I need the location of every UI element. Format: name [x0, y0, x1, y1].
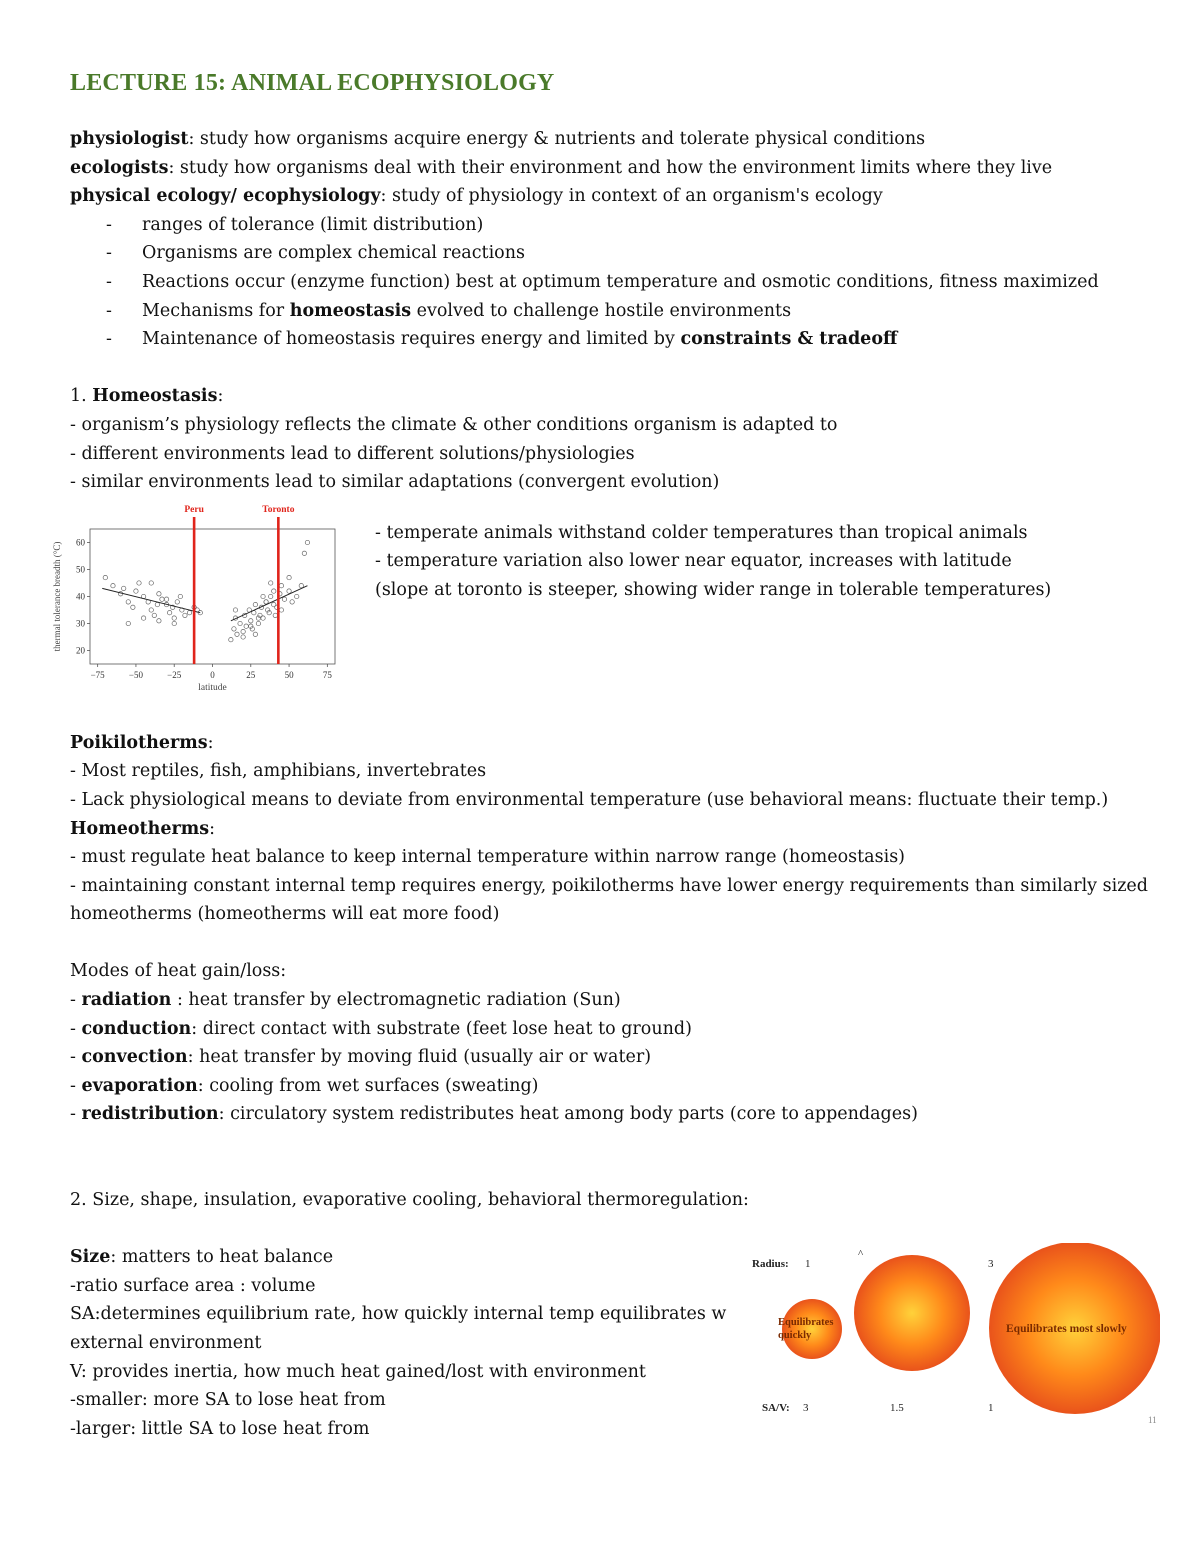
plot-frame	[90, 529, 335, 664]
list-item: - ranges of tolerance (limit distribution)	[106, 214, 484, 235]
data-point	[253, 632, 257, 636]
poikilotherms-line: - Lack physiological means to deviate from environmental temperature (use behavioral means: fluctuate their temp.)	[70, 789, 1109, 810]
list-item: - Mechanisms for homeostasis evolved to challenge hostile environments	[106, 300, 792, 321]
mode-radiation: - radiation : heat transfer by electromagnetic radiation (Sun)	[70, 990, 621, 1011]
radius-value: 3	[988, 1258, 994, 1271]
list-item: - Organisms are complex chemical reactions	[106, 243, 525, 264]
data-point	[287, 589, 291, 593]
data-point	[229, 637, 233, 641]
data-point	[238, 621, 242, 625]
data-point	[273, 613, 277, 617]
radius-label: Radius:	[752, 1258, 789, 1271]
section-2-heading: 2. Size, shape, insulation, evaporative cooling, behavioral thermoregulation:	[70, 1190, 749, 1211]
data-point	[155, 602, 159, 606]
chart-note: - temperate animals withstand colder temperatures than tropical animals	[375, 522, 1028, 543]
sav-label: SA/V:	[762, 1402, 790, 1415]
marker-label: Toronto	[262, 504, 295, 515]
data-point	[157, 591, 161, 595]
document-page	[52, 70, 1157, 1443]
data-point	[268, 581, 272, 585]
data-point	[244, 624, 248, 628]
data-point	[149, 608, 153, 612]
mode-evaporation: - evaporation: cooling from wet surfaces (sweating)	[70, 1075, 539, 1096]
homeostasis-heading: 1. Homeostasis:	[70, 386, 224, 407]
mode-redistribution: - redistribution: circulatory system redistributes heat among body parts (core to appendages)	[70, 1104, 918, 1125]
data-point	[126, 621, 130, 625]
homeostasis-line: - different environments lead to different solutions/physiologies	[70, 443, 635, 464]
mode-convection: - convection: heat transfer by moving fluid (usually air or water)	[70, 1047, 652, 1068]
data-point	[157, 618, 161, 622]
chart-note: (slope at toronto is steeper, showing wider range in tolerable temperatures)	[375, 579, 1052, 600]
term: physical ecology/ ecophysiology	[70, 186, 381, 207]
data-point	[302, 551, 306, 555]
data-point	[272, 589, 276, 593]
data-point	[187, 610, 191, 614]
def-ecologists: ecologists: study how organisms deal with their environment and how the environment limits where they live	[70, 157, 1053, 178]
data-point	[233, 608, 237, 612]
x-tick-label: 25	[246, 669, 256, 680]
data-point	[137, 581, 141, 585]
ecophysiology-bullets	[70, 211, 1140, 354]
small-sphere	[782, 1299, 842, 1359]
homeotherms-line: - must regulate heat balance to keep internal temperature within narrow range (homeostasis)	[70, 847, 906, 868]
data-point	[183, 613, 187, 617]
chart-row	[52, 499, 1140, 729]
data-point	[164, 597, 168, 601]
size-heading: Size: matters to heat balance	[70, 1247, 334, 1268]
latitude-chart	[50, 499, 350, 699]
size-line: -ratio surface area : volume	[70, 1275, 316, 1296]
data-point	[152, 613, 156, 617]
data-point	[175, 599, 179, 603]
size-section	[70, 1243, 1157, 1443]
y-axis-label: thermal tolerance breadth (°C)	[52, 541, 62, 652]
medium-sphere	[854, 1255, 970, 1371]
size-line: external environment	[70, 1333, 262, 1353]
data-point	[149, 581, 153, 585]
data-point	[111, 583, 115, 587]
data-point	[160, 597, 164, 601]
x-tick-label: 75	[322, 669, 332, 680]
data-point	[279, 608, 283, 612]
y-tick-label: 30	[76, 618, 85, 629]
y-tick-label: 40	[76, 591, 85, 602]
trend-line	[231, 585, 308, 620]
data-point	[131, 605, 135, 609]
trend-line	[102, 588, 200, 612]
term: ecologists	[70, 157, 169, 178]
x-tick-label: −50	[128, 669, 143, 680]
caret-mark: ^	[858, 1248, 864, 1261]
x-axis-label: latitude	[198, 682, 227, 693]
def-physiologist: physiologist: study how organisms acquire energy & nutrients and tolerate physical conditions	[70, 129, 926, 149]
chart-notes	[375, 519, 1051, 605]
mode-conduction: - conduction: direct contact with substrate (feet lose heat to ground)	[70, 1018, 692, 1039]
x-tick-label: 50	[284, 669, 294, 680]
term: physiologist	[70, 129, 189, 149]
homeotherms-line: homeotherms (homeotherms will eat more food)	[70, 904, 500, 925]
data-point	[261, 594, 265, 598]
data-point	[126, 599, 130, 603]
page-title: LECTURE 15: ANIMAL ECOPHYSIOLOGY	[70, 70, 555, 96]
slide-page-number: 11	[1148, 1415, 1157, 1426]
size-line: SA:determines equilibrium rate, how quickly internal temp equilibrates w	[70, 1304, 727, 1325]
homeostasis-line: - organism’s physiology reflects the climate & other conditions organism is adapted to	[70, 414, 838, 435]
data-point	[241, 635, 245, 639]
data-point	[287, 575, 291, 579]
list-item: - Maintenance of homeostasis requires energy and limited by constraints & tradeoff	[106, 329, 898, 350]
data-point	[299, 583, 303, 587]
homeotherms-line: - maintaining constant internal temp requires energy, poikilotherms have lower energy requirements than similarly sized	[70, 875, 1148, 896]
size-line: V: provides inertia, how much heat gained/lost with environment	[70, 1361, 646, 1382]
data-point	[241, 629, 245, 633]
data-point	[172, 616, 176, 620]
y-tick-label: 50	[76, 564, 85, 575]
x-tick-label: −25	[167, 669, 182, 680]
data-point	[172, 621, 176, 625]
def-ecophysiology: physical ecology/ ecophysiology: study of physiology in context of an organism's ecology	[70, 186, 883, 207]
size-line: -larger: little SA to lose heat from	[70, 1418, 370, 1439]
data-point	[103, 575, 107, 579]
radius-value: 1	[805, 1258, 811, 1271]
data-point	[235, 632, 239, 636]
sa-volume-figure	[750, 1243, 1160, 1453]
data-point	[167, 610, 171, 614]
large-sphere-label: Equilibrates most slowly	[1006, 1323, 1127, 1336]
size-line: -smaller: more SA to lose heat from	[70, 1390, 386, 1411]
data-point	[178, 594, 182, 598]
modes-intro: Modes of heat gain/loss:	[70, 961, 287, 982]
data-point	[249, 618, 253, 622]
sav-value: 3	[803, 1402, 809, 1415]
y-tick-label: 60	[76, 537, 85, 548]
chart-note: - temperature variation also lower near equator, increases with latitude	[375, 551, 1012, 572]
data-point	[282, 597, 286, 601]
list-item: - Reactions occur (enzyme function) best at optimum temperature and osmotic conditions, fitness maximized	[106, 271, 1099, 292]
sav-value: 1.5	[890, 1402, 904, 1415]
data-point	[305, 540, 309, 544]
data-point	[141, 616, 145, 620]
small-sphere-label: Equilibrates	[778, 1317, 834, 1329]
marker-label: Peru	[184, 504, 204, 515]
data-point	[290, 599, 294, 603]
data-point	[279, 583, 283, 587]
sav-value: 1	[988, 1402, 994, 1415]
poikilotherms-line: - Most reptiles, fish, amphibians, invertebrates	[70, 761, 487, 782]
small-sphere-label: quickly	[778, 1330, 812, 1342]
homeostasis-line: - similar environments lead to similar adaptations (convergent evolution)	[70, 472, 720, 493]
y-tick-label: 20	[76, 645, 85, 656]
x-tick-label: −75	[90, 669, 105, 680]
data-point	[134, 589, 138, 593]
sa-volume-diagram	[750, 1243, 1160, 1453]
data-point	[256, 621, 260, 625]
data-point	[261, 616, 265, 620]
data-point	[268, 594, 272, 598]
x-tick-label: 0	[210, 669, 215, 680]
data-point	[121, 586, 125, 590]
poikilotherms-heading: Poikilotherms:	[70, 732, 214, 753]
latitude-scatter-chart	[50, 499, 350, 699]
data-point	[295, 594, 299, 598]
homeotherms-heading: Homeotherms:	[70, 818, 215, 839]
data-point	[232, 626, 236, 630]
data-point	[253, 602, 257, 606]
